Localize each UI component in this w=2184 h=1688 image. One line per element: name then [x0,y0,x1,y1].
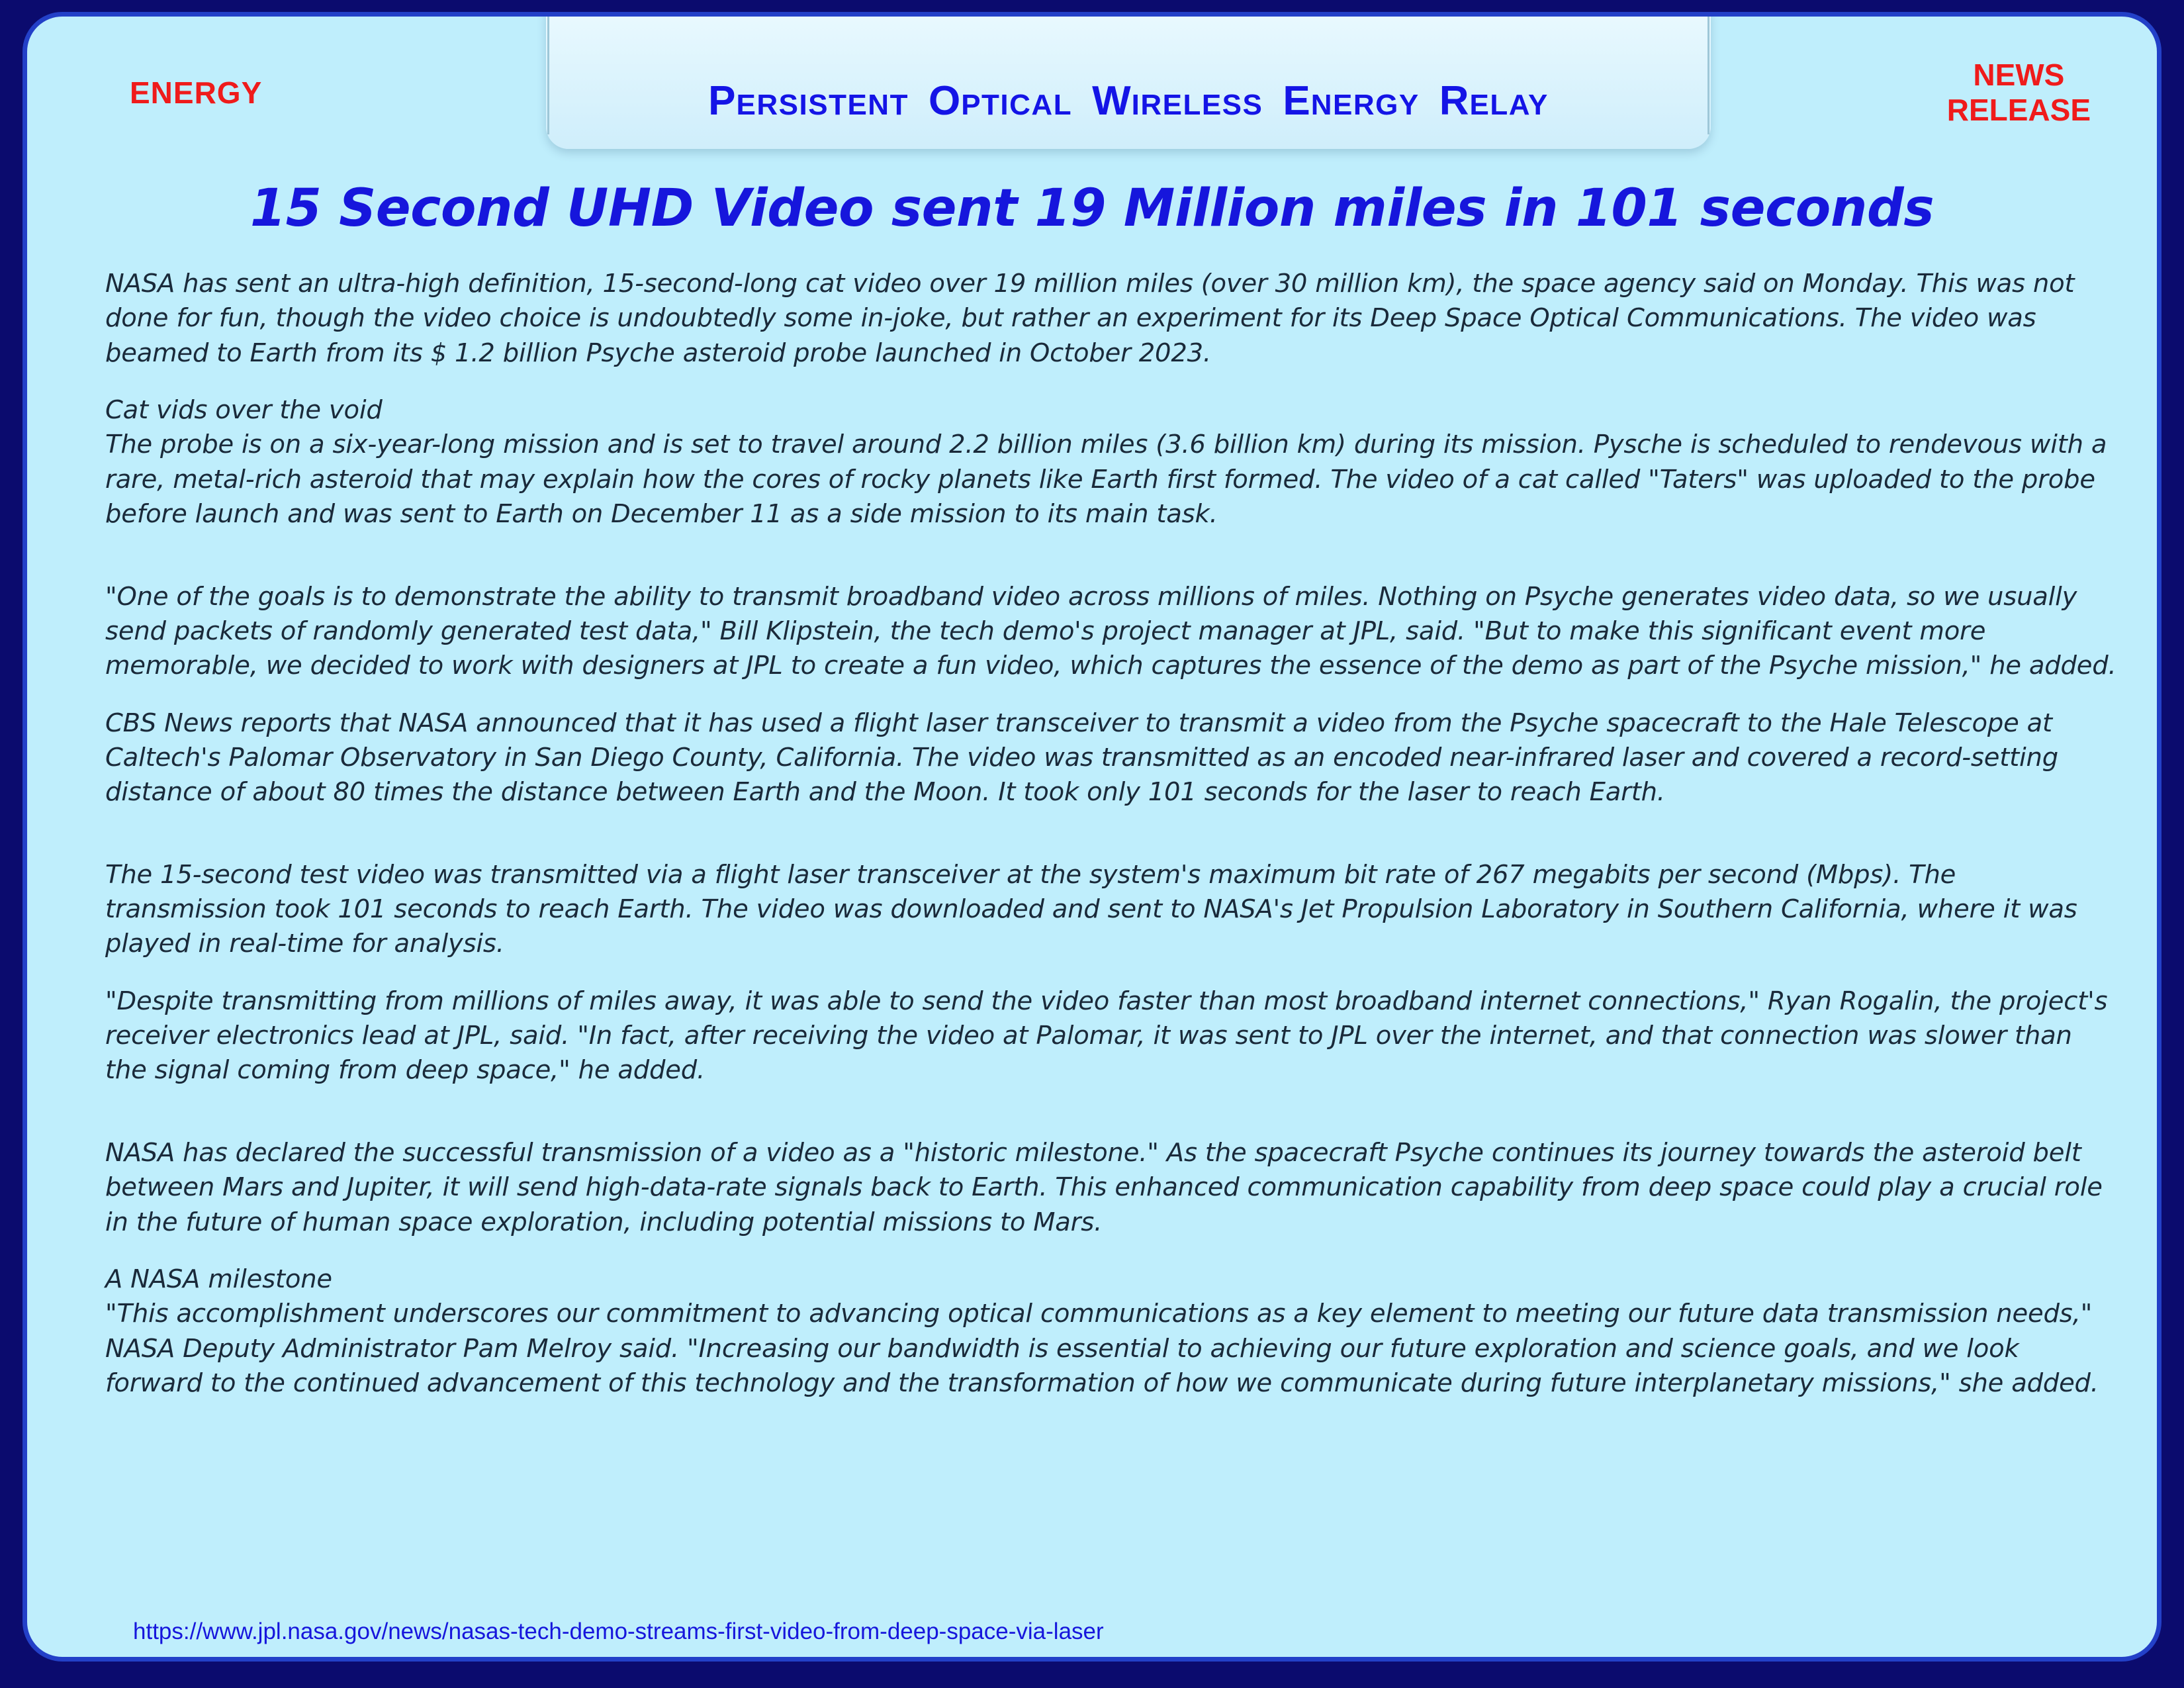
paragraph-2: The probe is on a six-year-long mission and is set to travel around 2.2 billion miles (3.6 billion km) during its mission. Pysche is scheduled to rendevous with a rare, metal-rich asteroid that may explain how the cores of rocky planets like Earth first formed. The video of a cat called "Taters" was uploaded to the probe before launch and was sent to Earth on December 11 as a side mission to its main task. [105,430,2107,530]
paragraph-6: "Despite transmitting from millions of miles away, it was able to send the video faster than most broadband internet connections," Ryan Rogalin, the project's receiver electronics lead at JPL, said. "In fact, after receiving the video at Palomar, it was sent to JPL over the internet, and that connection was slower than the signal coming from deep space," he added. [105,986,2108,1086]
paragraph-5: The 15-second test video was transmitted via a flight laser transceiver at the system's maximum bit rate of 267 megabits per second (Mbps). The transmission took 101 seconds to reach Earth. The video was downloaded and sent to NASA's Jet Propulsion Laboratory in Southern California, where it was played in real-time for analysis. [105,859,2077,959]
source-link[interactable]: https://www.jpl.nasa.gov/news/nasas-tech-demo-streams-first-video-from-deep-space-via-laser [133,1618,1104,1644]
news-label: NEWS [1973,58,2065,92]
release-label: RELEASE [1946,93,2091,128]
paragraph-3: "One of the goals is to demonstrate the ability to transmit broadband video across millions of miles. Nothing on Psyche generates video data, so we usually send packets of randomly generated test data," Bill Klipstein, the tech demo's project manager at JPL, said. "But to make this significant event more memorable, we decided to work with designers at JPL to create a fun video, which captures the essence of the demo as part of the Psyche mission," he added. [105,581,2116,681]
banner-word3-capital: W [1092,78,1132,124]
news-release-card [23,12,2161,1662]
paragraph-1: NASA has sent an ultra-high definition, 15-second-long cat video over 19 million miles (over 30 million km), the space agency said on Monday. This was not done for fun, though the video choice is undoubtedly some in-joke, but rather an experiment for its Deep Space Optical Communications. The video was beamed to Earth from its $ 1.2 billion Psyche asteroid probe launched in October 2023. [105,269,2075,368]
program-banner [546,12,1711,149]
subheading-cat-vids: Cat vids over the void [105,395,383,426]
banner-word3-rest: IRELESS [1131,89,1263,121]
page-title: 15 Second UHD Video sent 19 Million miles in 101 seconds [250,179,1934,238]
banner-word2-capital: O [928,78,962,124]
header-left-label: ENERGY [130,75,263,110]
program-banner-title [546,77,1711,124]
paragraph-4: CBS News reports that NASA announced that it has used a flight laser transceiver to transmit a video from the Psyche spacecraft to the Hale Telescope at Caltech's Palomar Observatory in San Diego County, California. The video was transmitted as an encoded near-infrared laser and covered a record-setting distance of about 80 times the distance between Earth and the Moon. It took only 101 seconds for the laser to reach Earth. [105,708,2058,808]
banner-word2-rest: PTICAL [961,89,1073,121]
header-right-label [1947,58,2091,128]
paragraph-7: NASA has declared the successful transmission of a video as a "historic milestone." As the spacecraft Psyche continues its journey towards the asteroid belt between Mars and Jupiter, it will send high-data-rate signals back to Earth. This enhanced communication capability from deep space could play a crucial role in the future of human space exploration, including potential missions to Mars. [105,1137,2103,1237]
banner-word5-capital: R [1439,78,1470,124]
header [27,17,2157,169]
article-body [105,267,2121,1401]
subheading-nasa-milestone: A NASA milestone [105,1264,332,1294]
banner-word5-rest: ELAY [1469,89,1549,121]
paragraph-8: "This accomplishment underscores our commitment to advancing optical communications as a key element to meeting our future data transmission needs," NASA Deputy Administrator Pam Melroy said. "Increasing our bandwidth is essential to achieving our future exploration and science goals, and we look forward to the continued advancement of this technology and the transformation of how we communicate during future interplanetary missions," she added. [105,1299,2099,1398]
banner-word4-capital: E [1283,78,1311,124]
banner-word1-capital: P [708,78,737,124]
banner-word4-rest: NERGY [1310,89,1420,121]
banner-word1-rest: ERSISTENT [736,89,909,121]
